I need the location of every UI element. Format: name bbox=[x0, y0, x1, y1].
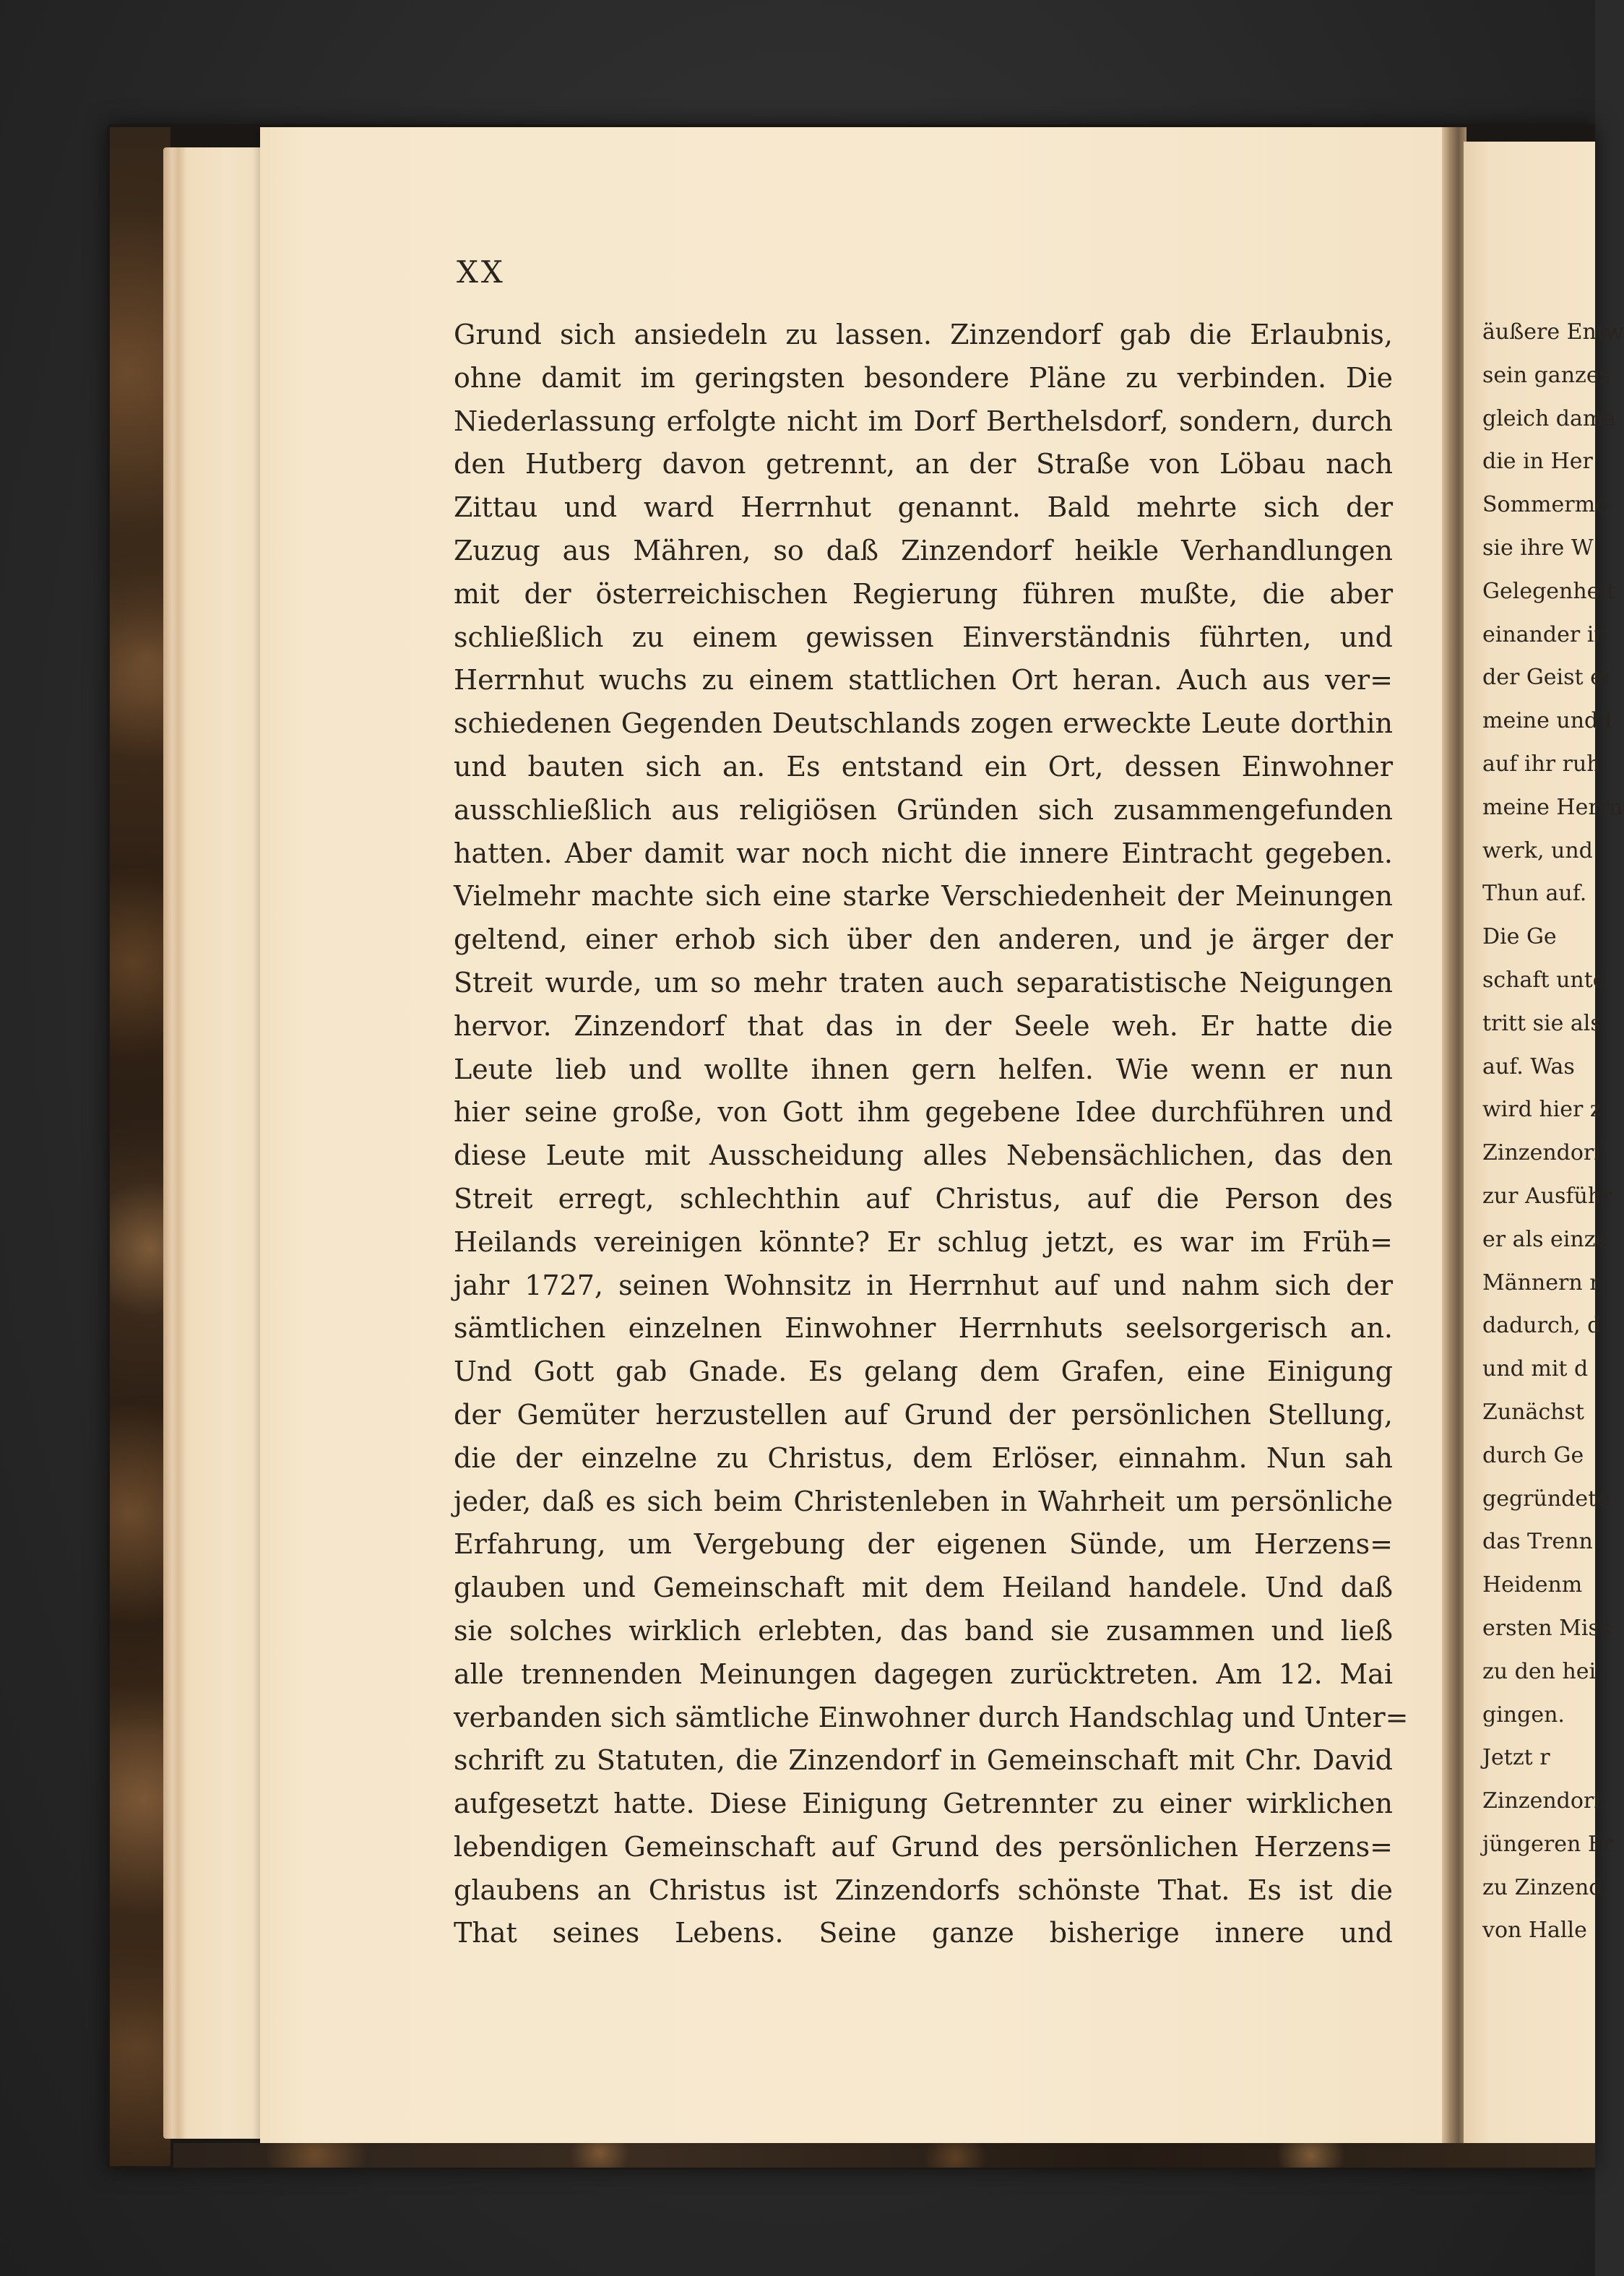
next-page-text-line: werk, und bbox=[1482, 837, 1593, 863]
page-number: XX bbox=[457, 254, 506, 290]
next-page-text-line: Sommermo bbox=[1482, 492, 1609, 518]
next-page-text-line: einander in bbox=[1482, 621, 1608, 647]
text-line: geltend, einer erhob sich über den anderen, und je ärger der bbox=[454, 923, 1393, 956]
text-line: schiedenen Gegenden Deutschlands zogen erweckte Leute dorthin bbox=[454, 707, 1393, 740]
text-line: Und Gott gab Gnade. Es gelang dem Grafen, eine Einigung bbox=[454, 1355, 1393, 1388]
next-page-text-line: und mit d bbox=[1482, 1356, 1589, 1382]
text-line: aufgesetzt hatte. Diese Einigung Getrennter zu einer wirklichen bbox=[454, 1788, 1393, 1820]
text-line: der Gemüter herzustellen auf Grund der persönlichen Stellung, bbox=[454, 1398, 1393, 1431]
next-page-text-line: gleich dama bbox=[1482, 405, 1617, 431]
text-line: mit der österreichischen Regierung führen mußte, die aber bbox=[454, 577, 1393, 610]
text-line: lebendigen Gemeinschaft auf Grund des persönlichen Herzens= bbox=[454, 1830, 1393, 1863]
next-page-text-line: das Trenn bbox=[1482, 1529, 1593, 1555]
right-page-partial-text bbox=[1482, 311, 1624, 1952]
text-line: schrift zu Statuten, die Zinzendorf in Gemeinschaft mit Chr. David bbox=[454, 1744, 1393, 1777]
text-line: ohne damit im geringsten besondere Pläne zu verbinden. Die bbox=[454, 361, 1393, 394]
next-page-text-line: meine und l bbox=[1482, 708, 1612, 734]
next-page-text-line: dadurch, d bbox=[1482, 1313, 1602, 1339]
text-line: die der einzelne zu Christus, dem Erlöser, einnahm. Nun sah bbox=[454, 1441, 1393, 1474]
next-page-text-line: schaft unte bbox=[1482, 967, 1606, 993]
next-page-text-line: Thun auf. bbox=[1482, 881, 1587, 907]
text-line: glaubens an Christus ist Zinzendorfs schönste That. Es ist die bbox=[454, 1874, 1393, 1906]
text-line: Erfahrung, um Vergebung der eigenen Sünde, um Herzens= bbox=[454, 1528, 1393, 1561]
marbled-edge bbox=[110, 127, 170, 2166]
text-line: ausschließlich aus religiösen Gründen sich zusammengefunden bbox=[454, 793, 1393, 826]
next-page-text-line: sein ganzes bbox=[1482, 362, 1610, 388]
text-line: Niederlassung erfolgte nicht im Dorf Berthelsdorf, sondern, durch bbox=[454, 405, 1393, 437]
next-page-text-line: auf ihr ruh bbox=[1482, 751, 1601, 777]
text-line: Herrnhut wuchs zu einem stattlichen Ort heran. Auch aus ver= bbox=[454, 664, 1393, 697]
next-page-text-line: zu Zinzend bbox=[1482, 1874, 1603, 1900]
text-line: schließlich zu einem gewissen Einverständnis führten, und bbox=[454, 621, 1393, 653]
text-line: jahr 1727, seinen Wohnsitz in Herrnhut auf und nahm sich der bbox=[454, 1269, 1393, 1301]
text-line: glauben und Gemeinschaft mit dem Heiland handele. Und daß bbox=[454, 1572, 1393, 1604]
text-line: Grund sich ansiedeln zu lassen. Zinzendorf gab die Erlaubnis, bbox=[454, 319, 1393, 350]
next-page-text-line: jüngeren Fr bbox=[1482, 1831, 1614, 1857]
next-page-text-line: Zinzendorf bbox=[1482, 1140, 1602, 1166]
page-edges bbox=[163, 147, 272, 2139]
text-line: diese Leute mit Ausscheidung alles Nebensächlichen, das den bbox=[454, 1139, 1393, 1172]
book-gutter bbox=[1442, 127, 1467, 2143]
text-line: That seines Lebens. Seine ganze bisherige innere und bbox=[454, 1917, 1393, 1949]
marbled-bottom-edge bbox=[173, 2143, 1595, 2168]
next-page-text-line: ersten Miss bbox=[1482, 1615, 1611, 1641]
next-page-text-line: auf. Was bbox=[1482, 1053, 1575, 1079]
text-line: Streit wurde, um so mehr traten auch separatistische Neigungen bbox=[454, 966, 1393, 999]
text-line: hervor. Zinzendorf that das in der Seele weh. Er hatte die bbox=[454, 1009, 1393, 1042]
next-page-text-line: Zunächst bbox=[1482, 1399, 1584, 1425]
text-line: Heilands vereinigen könnte? Er schlug jetzt, es war im Früh= bbox=[454, 1225, 1393, 1258]
text-line: Zuzug aus Mähren, so daß Zinzendorf heikle Verhandlungen bbox=[454, 534, 1393, 566]
text-line: sämtlichen einzelnen Einwohner Herrnhuts seelsorgerisch an. bbox=[454, 1312, 1393, 1345]
next-page-text-line: zur Ausführ bbox=[1482, 1183, 1612, 1209]
next-page-text-line: er als einze bbox=[1482, 1226, 1609, 1252]
text-line: und bauten sich an. Es entstand ein Ort, dessen Einwohner bbox=[454, 750, 1393, 783]
next-page-text-line: der Geist ei bbox=[1482, 665, 1610, 691]
next-page-text-line: Zinzendorf. bbox=[1482, 1788, 1608, 1814]
next-page-text-line: gingen. bbox=[1482, 1702, 1565, 1728]
text-line: Leute lieb und wollte ihnen gern helfen. Wie wenn er nun bbox=[454, 1053, 1393, 1085]
next-page-text-line: sie ihre W bbox=[1482, 535, 1594, 561]
text-line: verbanden sich sämtliche Einwohner durch Handschlag und Unter= bbox=[454, 1701, 1409, 1733]
next-page-text-line: Die Ge bbox=[1482, 924, 1557, 950]
text-line: Vielmehr machte sich eine starke Verschiedenheit der Meinungen bbox=[454, 880, 1393, 913]
next-page-text-line: durch Ge bbox=[1482, 1442, 1584, 1468]
next-page-text-line: Heidenm bbox=[1482, 1572, 1583, 1598]
text-line: alle trennenden Meinungen dagegen zurücktreten. Am 12. Mai bbox=[454, 1658, 1393, 1690]
next-page-text-line: meine Herrn bbox=[1482, 794, 1623, 820]
text-line: jeder, daß es sich beim Christenleben in Wahrheit um persönliche bbox=[454, 1485, 1393, 1517]
next-page-text-line: Jetzt r bbox=[1482, 1745, 1550, 1771]
next-page-text-line: Männern r bbox=[1482, 1270, 1600, 1296]
next-page-text-line: äußere Entw bbox=[1482, 319, 1624, 345]
next-page-text-line: tritt sie als bbox=[1482, 1010, 1602, 1036]
text-line: hatten. Aber damit war noch nicht die innere Eintracht gegeben. bbox=[454, 837, 1393, 869]
next-page-text-line: gegründete bbox=[1482, 1486, 1610, 1512]
text-line: Zittau und ward Herrnhut genannt. Bald mehrte sich der bbox=[454, 491, 1393, 524]
text-line: Streit erregt, schlechthin auf Christus, auf die Person des bbox=[454, 1182, 1393, 1215]
text-line: sie solches wirklich erlebten, das band sie zusammen und ließ bbox=[454, 1614, 1393, 1647]
next-page-text-line: Gelegenheit bbox=[1482, 578, 1616, 604]
next-page-text-line: die in Her bbox=[1482, 449, 1593, 475]
next-page-text-line: von Halle bbox=[1482, 1918, 1587, 1944]
text-line: hier seine große, von Gott ihm gegebene Idee durchführen und bbox=[454, 1096, 1393, 1129]
text-line: den Hutberg davon getrennt, an der Straße von Löbau nach bbox=[454, 448, 1393, 480]
next-page-text-line: wird hier z bbox=[1482, 1097, 1602, 1123]
next-page-text-line: zu den hei bbox=[1482, 1658, 1597, 1684]
page-body-text bbox=[454, 314, 1409, 1955]
